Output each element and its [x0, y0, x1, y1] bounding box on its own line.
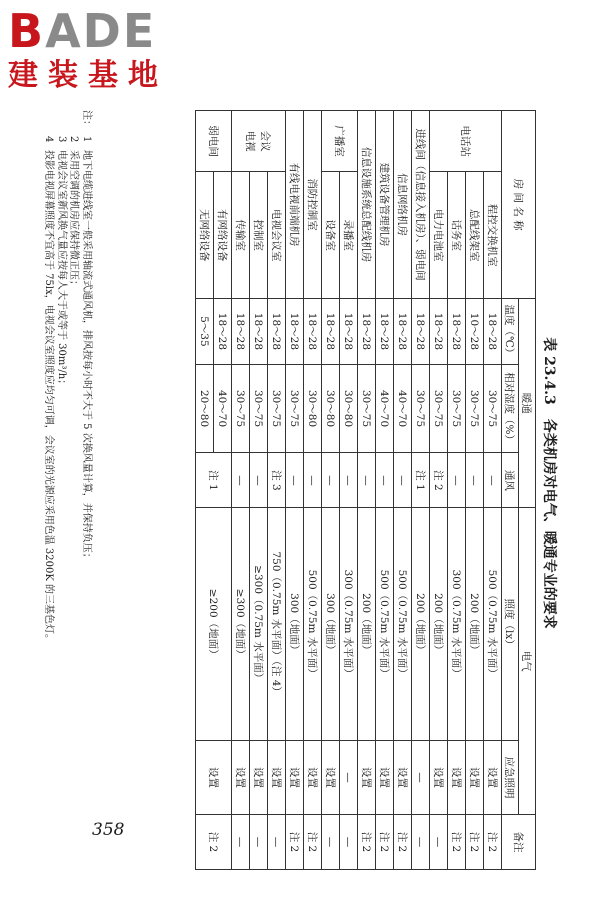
note-number: 3: [56, 136, 67, 143]
remark-cell: 注 2: [376, 814, 394, 869]
vent-cell: —: [448, 453, 466, 508]
room-name: 电视会议室: [268, 172, 286, 299]
note-text: 采用空调的机房应保持微正压；: [68, 150, 80, 290]
lux-cell: 300（地面）: [286, 508, 304, 741]
emergency-cell: 设置: [304, 740, 322, 814]
table-row: [322, 111, 340, 870]
remark-cell: 注 2: [484, 814, 502, 869]
note-number: 2: [68, 136, 80, 143]
logo-accent-letter: B: [8, 4, 46, 58]
table-row: [286, 111, 304, 870]
header-lux: 照度（lx）: [502, 508, 519, 741]
humidity-cell: 30～75: [286, 364, 304, 453]
remark-cell: —: [232, 814, 250, 869]
remark-cell: —: [412, 814, 430, 869]
vent-cell: —: [286, 453, 304, 508]
emergency-cell: 设置: [268, 740, 286, 814]
logo-wordmark: [8, 6, 178, 56]
bade-logo: [8, 6, 178, 106]
vent-cell: 注 1: [412, 453, 430, 508]
temp-cell: 18～28: [214, 299, 232, 365]
note-text: 电视会议室新风换气量应按每人大于或等于 30m³/h；: [56, 150, 67, 390]
lux-cell: 500（0.75m 水平面）: [376, 508, 394, 741]
emergency-cell: 设置: [376, 740, 394, 814]
emergency-cell: 设置: [196, 740, 232, 814]
remark-cell: 注 2: [286, 814, 304, 869]
table-header-row: [519, 111, 536, 870]
vent-cell: 注 1: [196, 453, 232, 508]
table-row: [340, 111, 358, 870]
emergency-cell: 设置: [358, 740, 376, 814]
header-vent: 通风: [502, 453, 519, 508]
temp-cell: 18～28: [286, 299, 304, 365]
lux-cell: ≥300（地面）: [232, 508, 250, 741]
temp-cell: 10～28: [466, 299, 484, 365]
room-name: 录播室: [340, 172, 358, 299]
temp-cell: 18～28: [484, 299, 502, 365]
table-row: [448, 111, 466, 870]
humidity-cell: 30～75: [466, 364, 484, 453]
humidity-cell: 30～80: [322, 364, 340, 453]
emergency-cell: 设置: [232, 740, 250, 814]
logo-wordmark-rest: ADE: [45, 4, 157, 58]
header-temp: 温度（℃）: [502, 299, 519, 365]
table-number: 表 23.4.3: [541, 337, 557, 405]
vent-cell: —: [376, 453, 394, 508]
lux-cell: 200（地面）: [358, 508, 376, 741]
group-label-weak: 弱电间: [196, 111, 232, 172]
table-row: [466, 111, 484, 870]
room-name: 话务室: [448, 172, 466, 299]
note-item: [67, 136, 80, 870]
temp-cell: 18～28: [394, 299, 412, 365]
humidity-cell: 40～70: [376, 364, 394, 453]
temp-cell: 18～28: [376, 299, 394, 365]
table-title: [540, 110, 560, 870]
note-number: 4: [43, 136, 55, 143]
emergency-cell: 设置: [448, 740, 466, 814]
lux-cell: 500（0.75m 水平面）: [304, 508, 322, 741]
humidity-cell: 30～75: [484, 364, 502, 453]
room-name: 信息网络机房: [394, 111, 412, 299]
group-label-broadcast: 广播室: [322, 111, 358, 172]
humidity-cell: 30～75: [250, 364, 268, 453]
header-electric: 电气: [519, 508, 536, 815]
humidity-cell: 30～80: [340, 364, 358, 453]
temp-cell: 18～28: [232, 299, 250, 365]
remark-cell: 注 2: [358, 814, 376, 869]
table-row: [376, 111, 394, 870]
group-label-conference: [232, 111, 286, 172]
remark-cell: 注 2: [394, 814, 412, 869]
table-row: [268, 111, 286, 870]
rotated-page-content: [40, 110, 560, 870]
group-label-phone: 电话站: [430, 111, 502, 172]
remark-cell: 注 2: [466, 814, 484, 869]
table-row: [484, 111, 502, 870]
header-room: 房 间 名 称: [502, 111, 536, 299]
lux-cell: 300（地面）: [322, 508, 340, 741]
notes-label: 注：: [81, 110, 92, 130]
page-number: 358: [92, 820, 125, 840]
header-hvac: 暖通: [519, 299, 536, 508]
humidity-cell: 40～70: [214, 364, 232, 453]
table-row: [214, 111, 232, 870]
humidity-cell: 30～75: [448, 364, 466, 453]
group-label-conference-line1: 会议: [259, 130, 272, 152]
temp-cell: 18～28: [340, 299, 358, 365]
remark-cell: —: [250, 814, 268, 869]
notes-list: [42, 110, 92, 870]
room-name: 有网络设备: [214, 172, 232, 299]
humidity-cell: 30～75: [358, 364, 376, 453]
temp-cell: 18～28: [430, 299, 448, 365]
table-notes: [42, 110, 92, 870]
remark-cell: —: [430, 814, 448, 869]
emergency-cell: 设置: [286, 740, 304, 814]
group-label-conference-line2: 电视: [244, 130, 257, 152]
vent-cell: —: [250, 453, 268, 508]
temp-cell: 18～28: [358, 299, 376, 365]
table-row: [394, 111, 412, 870]
room-name: 控制室: [250, 172, 268, 299]
note-item: [55, 136, 68, 870]
room-name: 信息设施系统总配线机房: [358, 111, 376, 299]
humidity-cell: 30～80: [304, 364, 322, 453]
room-name: 进线间（信息接入机房）、弱电间: [412, 111, 430, 299]
note-text: 地下电缆进线室一般采用轴流式通风机，排风按每小时不大于 5 次换风量计算，并保持负压；: [81, 150, 92, 563]
table-row: [304, 111, 322, 870]
remark-cell: —: [268, 814, 286, 869]
humidity-cell: 20～80: [196, 364, 214, 453]
room-name: 传输室: [232, 172, 250, 299]
emergency-cell: 设置: [430, 740, 448, 814]
lux-cell: 300（0.75m 水平面）: [340, 508, 358, 741]
temp-cell: 18～28: [322, 299, 340, 365]
note-number: 1: [81, 136, 92, 143]
table-row: [250, 111, 268, 870]
vent-cell: —: [232, 453, 250, 508]
emergency-cell: 设置: [394, 740, 412, 814]
vent-cell: —: [304, 453, 322, 508]
remark-cell: —: [322, 814, 340, 869]
lux-cell: 750（0.75m 水平面）（注 4）: [268, 508, 286, 741]
remark-cell: 注 2: [304, 814, 322, 869]
temp-cell: 5～35: [196, 299, 214, 365]
temp-cell: 18～28: [412, 299, 430, 365]
lux-cell: 300（0.75m 水平面）: [448, 508, 466, 741]
temp-cell: 18～28: [250, 299, 268, 365]
emergency-cell: 设置: [484, 740, 502, 814]
lux-cell: 500（0.75m 水平面）: [484, 508, 502, 741]
emergency-cell: —: [340, 740, 358, 814]
remark-cell: 注 2: [448, 814, 466, 869]
header-humidity: 相对湿度（%）: [502, 364, 519, 453]
remark-cell: —: [340, 814, 358, 869]
room-name: 有线电视前端机房: [286, 111, 304, 299]
requirements-table: [195, 110, 536, 870]
room-name: 电力电池室: [430, 172, 448, 299]
lux-cell: ≥300（0.75m 水平面）: [250, 508, 268, 741]
vent-cell: —: [394, 453, 412, 508]
temp-cell: 18～28: [268, 299, 286, 365]
room-name: 程控交换机室: [484, 172, 502, 299]
table-row: [358, 111, 376, 870]
table-row: [412, 111, 430, 870]
room-name: 建筑设备管理机房: [376, 111, 394, 299]
temp-cell: 18～28: [448, 299, 466, 365]
table-row: [430, 111, 448, 870]
vent-cell: —: [322, 453, 340, 508]
humidity-cell: 30～75: [232, 364, 250, 453]
lux-cell: 200（地面）: [412, 508, 430, 741]
humidity-cell: 30～75: [430, 364, 448, 453]
remark-cell: 注 2: [196, 814, 232, 869]
humidity-cell: 30～75: [412, 364, 430, 453]
emergency-cell: 设置: [250, 740, 268, 814]
header-remark: 备注: [502, 814, 536, 869]
note-item: [42, 136, 55, 870]
vent-cell: —: [466, 453, 484, 508]
lux-cell: ≥200（地面）: [196, 508, 232, 741]
lux-cell: 200（地面）: [466, 508, 484, 741]
header-emergency: 应急照明: [502, 740, 519, 814]
room-name: 设备室: [322, 172, 340, 299]
room-name: 总配线架室: [466, 172, 484, 299]
lux-cell: 200（地面）: [430, 508, 448, 741]
logo-tagline: 建装基地: [8, 58, 168, 93]
vent-cell: —: [340, 453, 358, 508]
room-name: 无网络设备: [196, 172, 214, 299]
humidity-cell: 30～75: [268, 364, 286, 453]
temp-cell: 18～28: [304, 299, 322, 365]
note-text: 投影电视屏幕照度不宜高于 75lx，电视会议室照度应均匀可调，会议室的光源应采用色温 3200K 的三基色灯。: [43, 150, 55, 645]
humidity-cell: 40～70: [394, 364, 412, 453]
table-row: [232, 111, 250, 870]
table-title-text: 各类机房对电气、暖通专业的要求: [541, 418, 557, 629]
vent-cell: 注 2: [430, 453, 448, 508]
lux-cell: 500（0.75m 水平面）: [394, 508, 412, 741]
note-item: [80, 136, 93, 870]
emergency-cell: 设置: [322, 740, 340, 814]
vent-cell: —: [484, 453, 502, 508]
vent-cell: —: [358, 453, 376, 508]
vent-cell: 注 3: [268, 453, 286, 508]
emergency-cell: 设置: [466, 740, 484, 814]
emergency-cell: —: [412, 740, 430, 814]
room-name: 消防控制室: [304, 111, 322, 299]
